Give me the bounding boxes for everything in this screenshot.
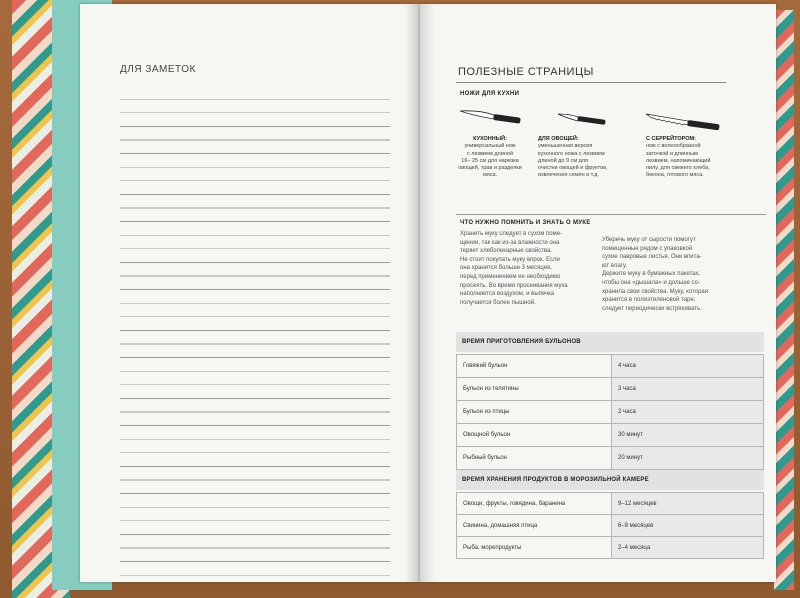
flour-text-line: сухие лавровые листья. Они впита- [602, 254, 702, 261]
flour-heading: ЧТО НУЖНО ПОМНИТЬ И ЗНАТЬ О МУКЕ [460, 220, 591, 226]
table-row [457, 355, 764, 378]
knife-desc-line: пилу, для свежего хлеба, [646, 165, 710, 172]
table-cell: 9–12 месяцев [612, 493, 764, 515]
knife-desc-line: бекона, готового мяса. [646, 172, 704, 179]
knife-desc-line: универсальный нож [464, 143, 516, 150]
knife-description-serrated [646, 136, 746, 180]
table-row [457, 378, 764, 401]
freezer-table [456, 492, 764, 559]
broth-heading: ВРЕМЯ ПРИГОТОВЛЕНИЯ БУЛЬОНОВ [456, 332, 764, 352]
flour-text-line: наполняется воздухом, и выпечка [460, 291, 555, 298]
table-cell: 6–9 месяцев [612, 515, 764, 537]
flour-text-line: ют влагу. [602, 262, 627, 269]
knife-desc-line: 16– 25 см для нарезки [461, 157, 519, 164]
knife-desc-line: очистки овощей и фруктов, [538, 165, 608, 172]
table-row [457, 401, 764, 424]
table-cell: Бульон из птицы [457, 401, 612, 424]
serrated-knife-icon [646, 112, 722, 132]
knife-desc-line: длиной до 9 см для [538, 157, 589, 164]
useful-pages [420, 4, 776, 582]
flour-column-2 [602, 236, 762, 313]
knife-desc-line: извлечения семян и т.д. [538, 172, 599, 179]
table-row [457, 493, 764, 515]
table-cell: Овощной бульон [457, 424, 612, 447]
knife-name: ДЛЯ ОВОЩЕЙ: [538, 136, 579, 142]
table-cell: Говяжий бульон [457, 355, 612, 378]
knife-description-paring [538, 136, 642, 180]
table-cell: Бульон из телятины [457, 378, 612, 401]
table-row [457, 537, 764, 559]
flour-text-line: щении, так как из-за влажности она [460, 239, 560, 246]
broth-table [456, 354, 764, 470]
table-cell: 20 минут [612, 447, 764, 470]
table-row [457, 515, 764, 537]
flour-column-1 [460, 230, 610, 307]
table-cell: Свинина, домашняя птица [457, 515, 612, 537]
table-cell: 30 минут [612, 424, 764, 447]
flour-text-line: она хранится больше 3 месяцев, [460, 265, 552, 272]
table-cell: 3 часа [612, 378, 764, 401]
flour-text-line: теряет хлебопекарные свойства. [460, 248, 552, 255]
knife-desc-line: овощей, трав и разделки [458, 165, 522, 172]
flour-text-line: хранится в полиэтиленовой таре, [602, 297, 696, 304]
knife-desc-line: с лезвием длиной [467, 150, 513, 157]
knife-name: С СЕРРЕЙТОРОМ: [646, 136, 696, 142]
flour-text-line: Не стоит покупать муку впрок. Если [460, 256, 560, 263]
knife-name: КУХОННЫЙ: [473, 136, 507, 142]
notes-title: ДЛЯ ЗАМЕТОК [120, 64, 196, 75]
flour-text-line: хранила свои свойства. Муку, которая [602, 288, 708, 295]
book-cover-edge [774, 10, 794, 590]
knife-description-chef [442, 136, 538, 180]
flour-text-line: Хранить муку следует в сухом поме- [460, 231, 563, 237]
chef-knife-icon [460, 108, 522, 126]
knife-desc-line: лезвием, напоминающий [646, 157, 711, 164]
flour-text-line: Уберечь муку от сырости помогут [602, 237, 696, 243]
section-divider [456, 214, 766, 215]
knife-desc-line: заточкой и длинным [646, 150, 698, 157]
ruled-lines [120, 86, 390, 576]
flour-text-line: перед применением ее необходимо [460, 273, 561, 280]
flour-text-line: Держите муку в бумажных пакетах, [602, 271, 701, 278]
table-cell: 2 часа [612, 401, 764, 424]
title-divider [456, 82, 726, 83]
knives-heading: НОЖИ ДЛЯ КУХНИ [460, 91, 520, 97]
knife-desc-line: мяса. [482, 172, 498, 179]
flour-text-line: следует периодически встряхивать. [602, 305, 702, 312]
table-cell: 4 часа [612, 355, 764, 378]
knife-desc-line: уменьшенная версия [538, 143, 593, 150]
freezer-heading: ВРЕМЯ ХРАНЕНИЯ ПРОДУКТОВ В МОРОЗИЛЬНОЙ КАМЕРЕ [456, 470, 764, 490]
flour-text-line: помещенные рядом с упаковкой [602, 245, 693, 252]
table-row [457, 424, 764, 447]
table-cell: Овощи, фрукты, говядина, баранина [457, 493, 612, 515]
page-title: ПОЛЕЗНЫЕ СТРАНИЦЫ [458, 66, 594, 78]
knife-desc-line: кухонного ножа с лезвием [538, 150, 605, 157]
table-cell: Рыба, морепродукты [457, 537, 612, 559]
table-cell: 2–4 месяца [612, 537, 764, 559]
flour-text-line: чтобы она «дышала» и дольше со- [602, 279, 700, 286]
table-row [457, 447, 764, 470]
flour-text-line: просеять. Во время просеивания мука [460, 282, 568, 289]
paring-knife-icon [558, 112, 608, 126]
table-cell: Рыбный бульон [457, 447, 612, 470]
flour-text-line: получается более пышной. [460, 299, 536, 306]
knife-desc-line: нож с волнообразной [646, 143, 701, 150]
notes-page [80, 4, 420, 582]
